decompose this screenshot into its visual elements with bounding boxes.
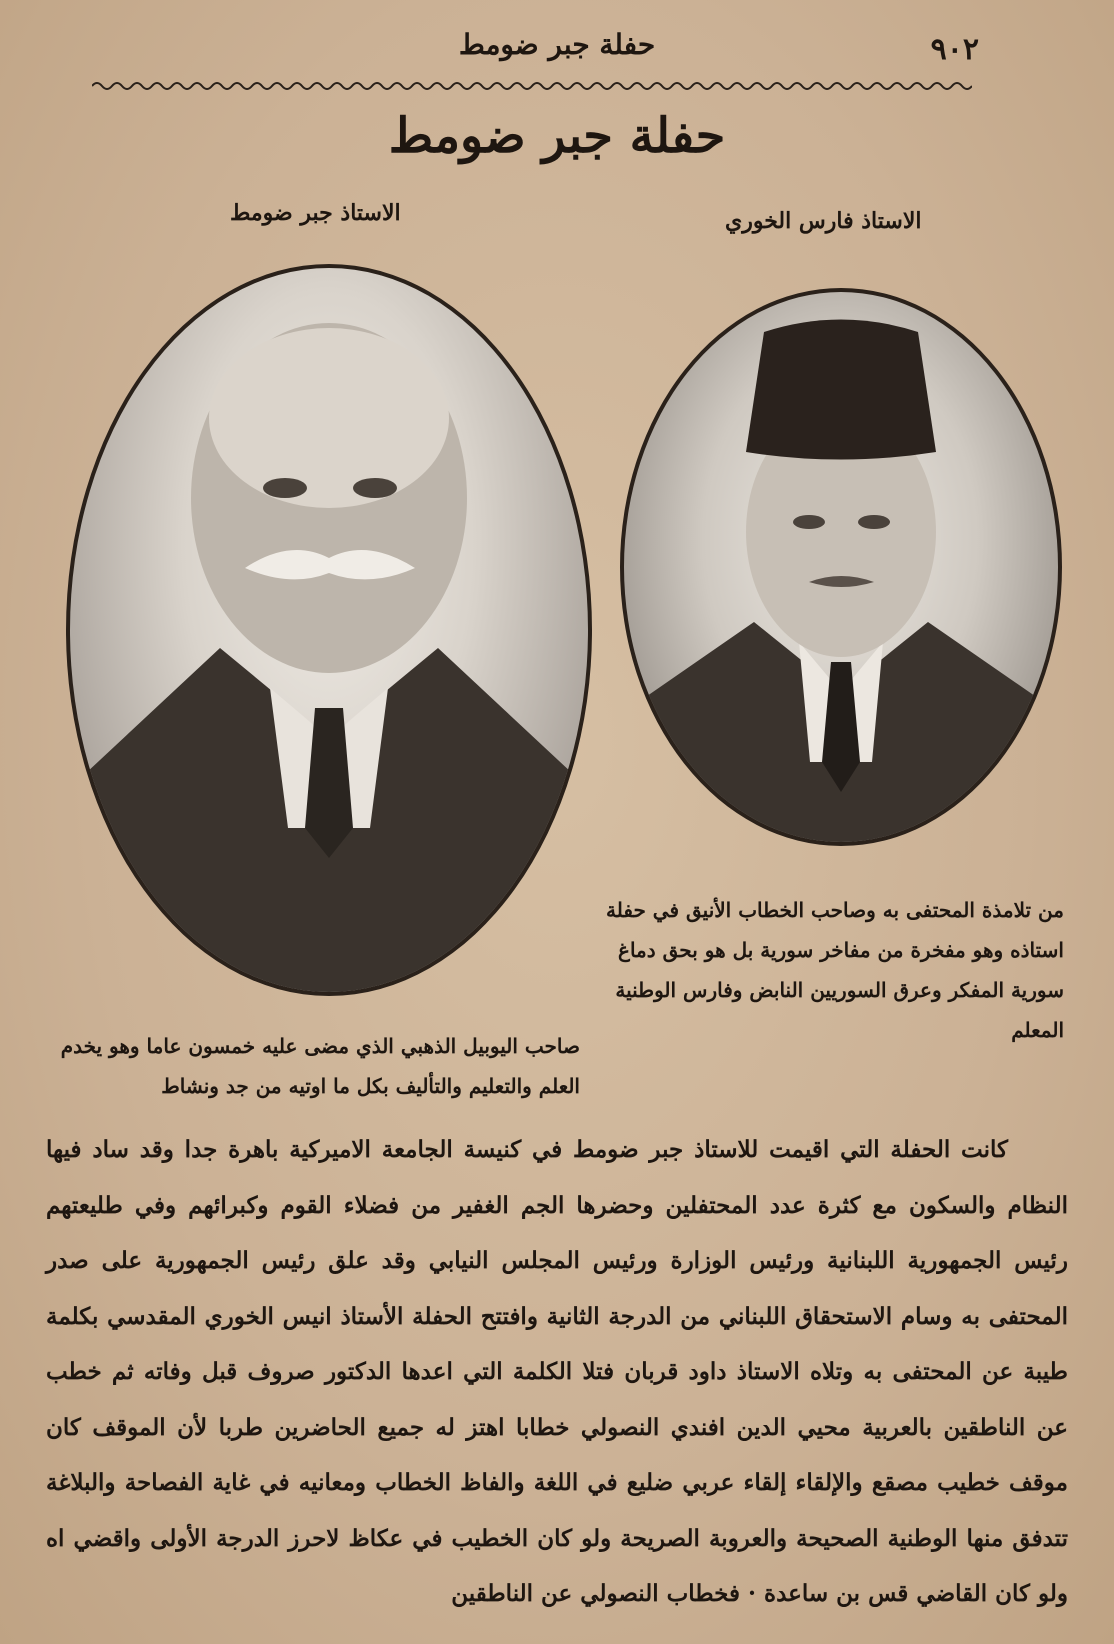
portrait-jabr-dumit (66, 264, 592, 996)
portrait-label-jabr-dumit: الاستاذ جبر ضومط (230, 200, 401, 226)
portrait-label-faris-khoury: الاستاذ فارس الخوري (725, 208, 922, 234)
article-body (46, 1122, 1068, 1622)
page-number: ٩٠٢ (930, 32, 979, 67)
article-title: حفلة جبر ضومط (388, 108, 726, 164)
wavy-divider (92, 78, 972, 94)
running-title: حفلة جبر ضومط (458, 28, 656, 61)
caption-faris-khoury: من تلامذة المحتفى به وصاحب الخطاب الأنيق في حفلة استاذه وهو مفخرة من مفاخر سورية بل هو بحق دماغ سورية المفكر وعرق السوريين النابض وفارس الوطنية المعلم (606, 898, 1064, 1042)
caption-jabr-dumit: صاحب اليوبيل الذهبي الذي مضى عليه خمسون عاما وهو يخدم العلم والتعليم والتأليف بكل ما اوتيه من جد ونشاط (60, 1034, 580, 1098)
portrait-jabr-dumit-image (70, 268, 588, 992)
running-header (90, 14, 1024, 74)
portrait-faris-khoury-image (624, 292, 1058, 842)
portrait-faris-khoury (620, 288, 1062, 846)
article-body-paragraph: كانت الحفلة التي اقيمت للاستاذ جبر ضومط في كنيسة الجامعة الاميركية باهرة جدا وقد ساد فيها النظام والسكون مع كثرة عدد المحتفلين وحضرها الجم الغفير من فضلاء القوم وكبرائهم وفي طليعتهم رئيس الجمهورية اللبنانية ورئيس الوزارة ورئيس المجلس النيابي وقد علق رئيس الجمهورية على صدر المحتفى به وسام الاستحقاق اللبناني من الدرجة الثانية وافتتح الحفلة الأستاذ انيس الخوري المقدسي بكلمة طيبة عن المحتفى به وتلاه الاستاذ داود قربان فتلا الكلمة التي اعدها الدكتور صروف قبل وفاته ثم خطب عن الناطقين بالعربية محيي الدين افندي النصولي خطابا اهتز له جميع الحاضرين طربا لأن الموقف كان موقف خطيب مصقع والإلقاء إلقاء عربي ضليع في اللغة والفاظ الخطاب ومعانيه في غاية الفصاحة والبلاغة تتدفق منها الوطنية الصحيحة والعروبة الصريحة ولو كان الخطيب في عكاظ لاحرز الدرجة الأولى واقضي اه ولو كان القاضي قس بن ساعدة · فخطاب النصولي عن الناطقين (46, 1136, 1068, 1607)
